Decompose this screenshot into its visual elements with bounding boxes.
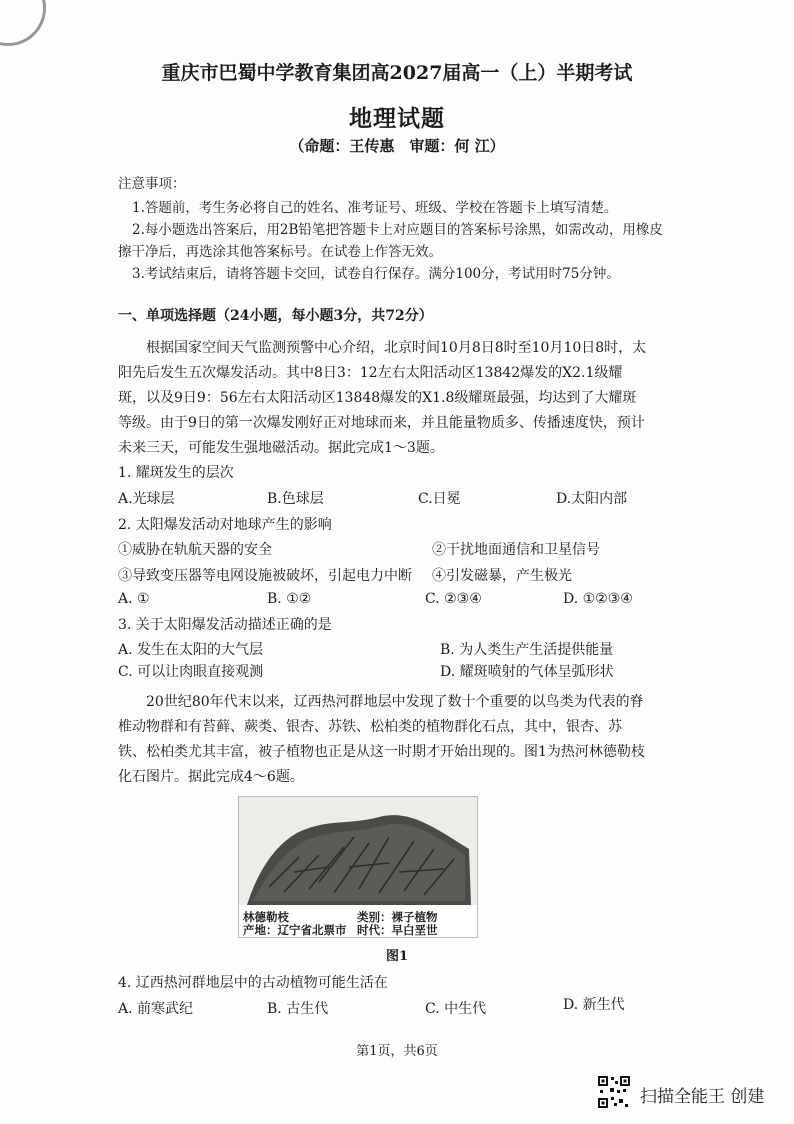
note-item: 擦干净后，再选涂其他答案标号。在试卷上作答无效。 [118, 244, 442, 260]
q2-item-4: ④引发磁暴，产生极光 [432, 568, 572, 584]
question-4-stem: 4. 辽西热河群地层中的古动植物可能生活在 [118, 975, 388, 991]
q1-option-b: B.色球层 [267, 491, 324, 507]
note-item: 1.答题前，考生务必将自己的姓名、准考证号、班级、学校在答题卡上填写清楚。 [132, 200, 618, 216]
question-2-stem: 2. 太阳爆发活动对地球产生的影响 [118, 517, 332, 533]
q2-item-3: ③导致变压器等电网设施被破坏，引起电力中断 [118, 568, 412, 584]
q1-option-c: C.日冕 [418, 491, 461, 507]
page-number: 第1页，共6页 [356, 1044, 438, 1059]
fossil-category-label: 类别：裸子植物 [357, 910, 438, 924]
subject-title: 地理试题 [349, 105, 445, 132]
figure-caption: 图1 [385, 949, 409, 964]
school-title: 重庆市巴蜀中学教育集团高2027届高一（上）半期考试 [161, 62, 633, 84]
qr-code-icon [597, 1075, 631, 1109]
q2-option-d: D. ①②③④ [563, 591, 633, 607]
fossil-origin-label: 产地：辽宁省北票市 [243, 923, 347, 937]
q4-option-c: C. 中生代 [425, 1001, 487, 1017]
page-corner-mark [0, 0, 46, 46]
question-1-stem: 1. 耀斑发生的层次 [118, 465, 234, 481]
note-item: 3.考试结束后，请将答题卡交回，试卷自行保存。满分100分，考试用时75分钟。 [132, 266, 620, 282]
q1-option-a: A.光球层 [118, 491, 175, 507]
q4-option-d: D. 新生代 [563, 997, 625, 1013]
q2-option-a: A. ① [118, 591, 150, 607]
q3-option-d: D. 耀斑喷射的气体呈弧形状 [440, 664, 614, 680]
q3-option-a: A. 发生在太阳的大气层 [118, 642, 264, 658]
question-3-stem: 3. 关于太阳爆发活动描述正确的是 [118, 617, 332, 633]
fossil-name-label: 林德勒枝 [243, 910, 289, 924]
q2-option-b: B. ①② [267, 591, 312, 607]
q3-option-b: B. 为人类生产生活提供能量 [440, 642, 614, 658]
q4-option-a: A. 前寒武纪 [118, 1001, 194, 1017]
authors-line: （命题：王传惠 审题：何 江） [289, 137, 505, 155]
fossil-figure [238, 796, 478, 938]
q1-option-d: D.太阳内部 [556, 491, 628, 507]
q2-option-c: C. ②③④ [425, 591, 482, 607]
note-item: 2.每小题选出答案后，用2B铅笔把答题卡上对应题目的答案标号涂黑，如需改动，用橡皮 [132, 222, 663, 238]
fossil-era-label: 时代：早白垩世 [357, 923, 438, 937]
q2-item-2: ②干扰地面通信和卫星信号 [432, 542, 600, 558]
section-heading: 一、单项选择题（24小题，每小题3分，共72分） [118, 308, 433, 324]
notes-heading: 注意事项： [118, 176, 186, 192]
q4-option-b: B. 古生代 [267, 1001, 329, 1017]
q3-option-c: C. 可以让肉眼直接观测 [118, 664, 264, 680]
scanner-watermark: 扫描全能王 创建 [640, 1087, 765, 1107]
passage-solar: 根据国家空间天气监测预警中心介绍，北京时间10月8日8时至10月10日8时，太阳先后发生五次爆发活动。其中8日3：12左右太阳活动区13842爆发的X2.1级耀斑，以及9日9：56左右太阳活动区13848爆发的X1.8级耀斑最强，均达到了大耀斑等级。由于9日的第一次爆发刚好正对地球而来，并且能量物质多、传播速度快，预计未来三天，可能发生强地磁活动。据此完成1～3题。 [118, 340, 647, 456]
q2-item-1: ①威胁在轨航天器的安全 [118, 542, 272, 558]
passage-fossil: 20世纪80年代末以来，辽西热河群地层中发现了数十个重要的以鸟类为代表的脊椎动物群和有苔藓、蕨类、银杏、苏铁、松柏类的植物群化石点，其中，银杏、苏铁、松柏类尤其丰富，被子植物也正是从这一时期才开始出现的。图1为热河林德勒枝化石图片。据此完成4～6题。 [118, 694, 645, 785]
